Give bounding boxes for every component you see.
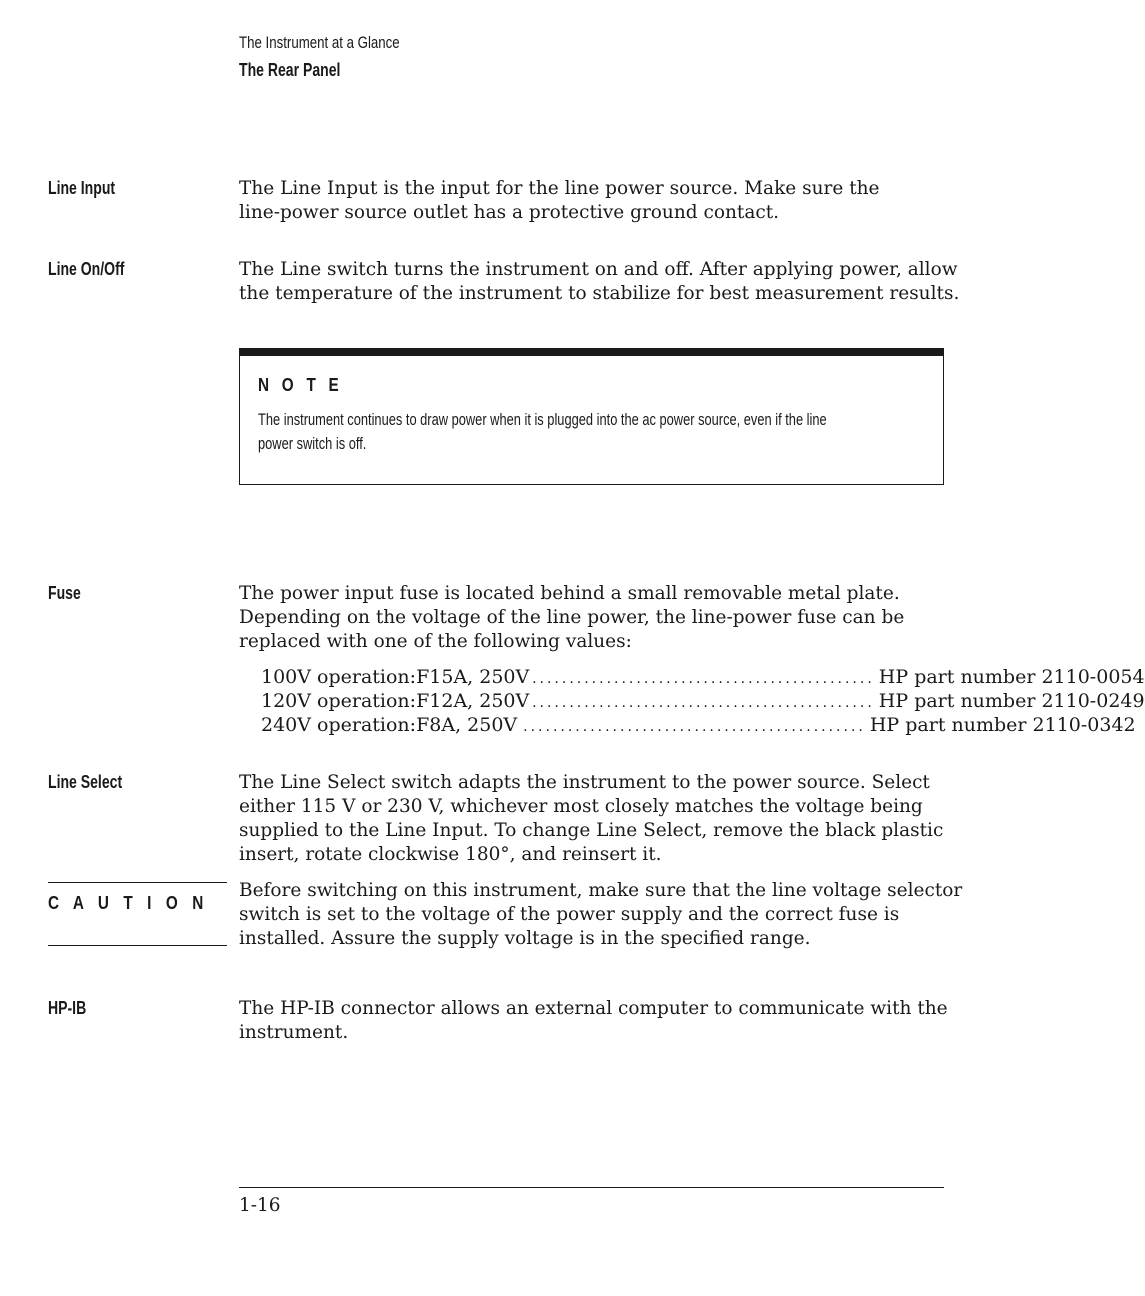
fuse-label: Fuse xyxy=(48,583,81,603)
fuse-rating: F8A, 250V xyxy=(416,714,518,736)
hpib-line-1: The HP-IB connector allows an external computer to communicate with the xyxy=(239,998,948,1019)
caution-line-3: installed. Assure the supply voltage is in the specified range. xyxy=(239,928,811,949)
line-select-line-4: insert, rotate clockwise 180°, and reinsert it. xyxy=(239,844,662,865)
fuse-operation: 100V operation: xyxy=(261,666,417,688)
line-select-line-2: either 115 V or 230 V, whichever most closely matches the voltage being xyxy=(239,796,923,817)
fuse-operation: 240V operation: xyxy=(261,714,417,736)
fuse-row-100v xyxy=(261,666,1145,690)
caution-title: C A U T I O N xyxy=(48,893,209,913)
line-input-text xyxy=(239,177,959,225)
running-header-chapter: The Instrument at a Glance xyxy=(239,33,400,52)
note-line-1: The instrument continues to draw power when it is plugged into the ac power source, even if the line xyxy=(258,410,827,429)
hpib-label: HP-IB xyxy=(48,998,87,1018)
line-select-line-1: The Line Select switch adapts the instrument to the power source. Select xyxy=(239,772,930,793)
fuse-part-number: HP part number 2110-0249 xyxy=(878,690,1145,712)
caution-line-1: Before switching on this instrument, make sure that the line voltage selector xyxy=(239,880,963,901)
fuse-rating: F12A, 250V xyxy=(416,690,530,712)
line-onoff-text xyxy=(239,258,959,306)
line-input-line-1: The Line Input is the input for the line power source. Make sure the xyxy=(239,178,880,199)
fuse-line-3: replaced with one of the following values: xyxy=(239,631,632,652)
fuse-line-2: Depending on the voltage of the line power, the line-power fuse can be xyxy=(239,607,905,628)
hpib-line-2: instrument. xyxy=(239,1022,349,1043)
page-number: 1-16 xyxy=(239,1195,281,1216)
hpib-text xyxy=(239,997,959,1045)
running-header-section: The Rear Panel xyxy=(239,60,341,80)
fuse-line-1: The power input fuse is located behind a small removable metal plate. xyxy=(239,583,900,604)
line-input-label: Line Input xyxy=(48,178,116,198)
footer-rule xyxy=(239,1187,944,1188)
line-onoff-line-1: The Line switch turns the instrument on and off. After applying power, allow xyxy=(239,259,958,280)
line-select-text xyxy=(239,771,959,867)
line-onoff-line-2: the temperature of the instrument to stabilize for best measurement results. xyxy=(239,283,960,304)
caution-top-rule xyxy=(48,882,227,883)
leader-dots: .............................................. xyxy=(532,671,875,687)
fuse-part-number: HP part number 2110-0054 xyxy=(878,666,1145,688)
fuse-operation: 120V operation: xyxy=(261,690,417,712)
leader-dots: .............................................. xyxy=(532,695,875,711)
note-line-2: power switch is off. xyxy=(258,434,367,453)
fuse-rating: F15A, 250V xyxy=(416,666,530,688)
line-select-label: Line Select xyxy=(48,772,123,792)
fuse-part-number: HP part number 2110-0342 xyxy=(869,714,1136,736)
note-text xyxy=(258,408,827,456)
fuse-table xyxy=(261,666,1145,738)
caution-text xyxy=(239,879,963,951)
line-onoff-label: Line On/Off xyxy=(48,259,125,279)
note-title: N O T E xyxy=(258,375,344,395)
fuse-row-120v xyxy=(261,690,1145,714)
caution-bottom-rule xyxy=(48,945,227,946)
caution-line-2: switch is set to the voltage of the power supply and the correct fuse is xyxy=(239,904,900,925)
fuse-row-240v xyxy=(261,714,1136,738)
line-select-line-3: supplied to the Line Input. To change Line Select, remove the black plastic xyxy=(239,820,944,841)
fuse-text xyxy=(239,582,959,654)
leader-dots: .............................................. xyxy=(523,719,866,735)
line-input-line-2: line-power source outlet has a protective ground contact. xyxy=(239,202,780,223)
